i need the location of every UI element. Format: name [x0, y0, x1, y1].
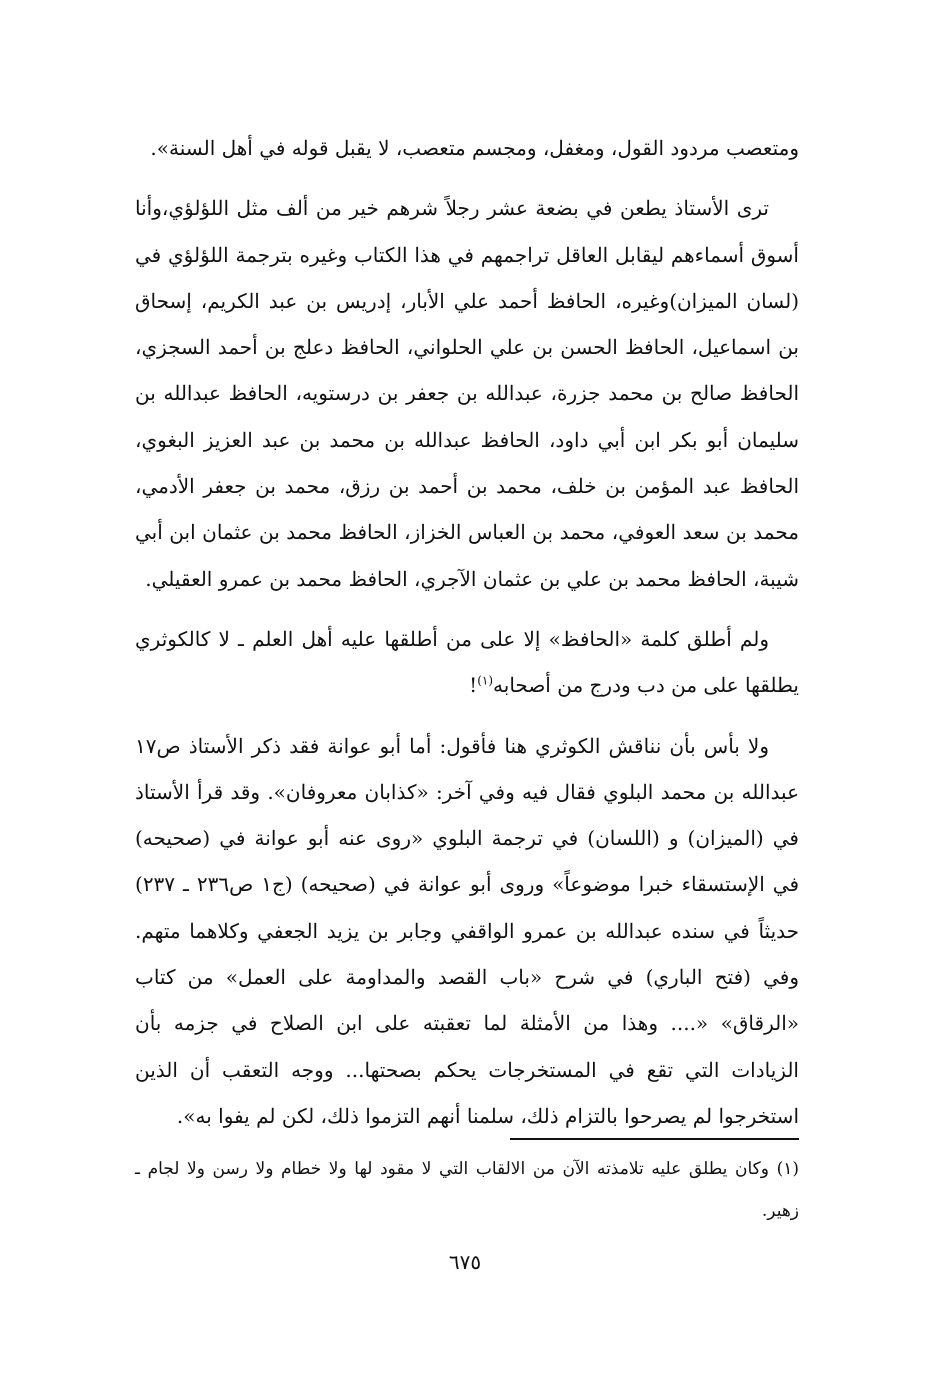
paragraph-2: ترى الأستاذ يطعن في بضعة عشر رجلاً شرهم خير من ألف مثل اللؤلؤي،وأنا أسوق أسماءهم ليقابل العاقل تراجمهم في هذا الكتاب وغيره بترجمة اللؤلؤي في (لسان الميزان)وغيره، الحافظ أحمد علي الأبار، إدريس بن عبد الكريم، إسحاق بن اسماعيل، الحافظ الحسن بن علي الحلواني، الحافظ دعلج بن أحمد السجزي، الحافظ صالح بن محمد جزرة، عبدالله بن جعفر بن درستويه، الحافظ عبدالله بن سليمان أبو بكر ابن أبي داود، الحافظ عبدالله بن محمد بن عبد العزيز البغوي، الحافظ عبد المؤمن بن خلف، محمد بن أحمد بن رزق، محمد بن جعفر الأدمي، محمد بن سعد العوفي، محمد بن العباس الخزاز، الحافظ محمد بن عثمان ابن أبي شيبة، الحافظ محمد بن علي بن عثمان الآجري، الحافظ محمد بن عمرو العقيلي.	[135, 196, 799, 591]
paragraph-4: ولا بأس بأن نناقش الكوثري هنا فأقول: أما أبو عوانة فقد ذكر الأستاذ ص١٧ عبدالله بن محمد البلوي فقال فيه وفي آخر: «كذابان معروفان». وقد قرأ الأستاذ في (الميزان) و (اللسان) في ترجمة البلوي «روى عنه أبو عوانة في (صحيحه) في الإستسقاء خبرا موضوعاً» وروى أبو عوانة في (صحيحه) (ج١ ص٢٣٦ ـ ٢٣٧) حديثاً في سنده عبدالله بن عمرو الواقفي وجابر بن يزيد الجعفي وكلاهما متهم. وفي (فتح الباري) في شرح «باب القصد والمداومة على العمل» من كتاب «الرقاق» «.... وهذا من الأمثلة لما تعقبته على ابن الصلاح في جزمه بأن الزيادات التي تقع في المستخرجات يحكم بصحتها... ووجه التعقب أن الذين استخرجوا لم يصرحوا بالتزام ذلك، سلمنا أنهم التزموا ذلك، لكن لم يفوا به».	[135, 733, 800, 1128]
footnote-reference: (١)	[477, 673, 494, 688]
footnote-text: (١) وكان يطلق عليه تلامذته الآن من الالقاب التي لا مقود لها ولا خطام ولا رسن ولا لجام ـ زهير.	[135, 1159, 799, 1221]
main-text	[135, 125, 799, 1139]
paragraph-3-tail: !	[469, 673, 478, 698]
footnote	[135, 1148, 799, 1232]
page-number: ٦٧٥	[448, 1250, 482, 1274]
footnote-divider	[510, 1138, 799, 1140]
paragraph-3	[135, 616, 799, 709]
paragraph-3-text: ولم أطلق كلمة «الحافظ» إلا على من أطلقها عليه أهل العلم ـ لا كالكوثري يطلقها على من دب ودرج من أصحابه	[135, 626, 799, 698]
paragraph-1: ومتعصب مردود القول، ومغفل، ومجسم متعصب، لا يقبل قوله في أهل السنة».	[150, 136, 799, 160]
